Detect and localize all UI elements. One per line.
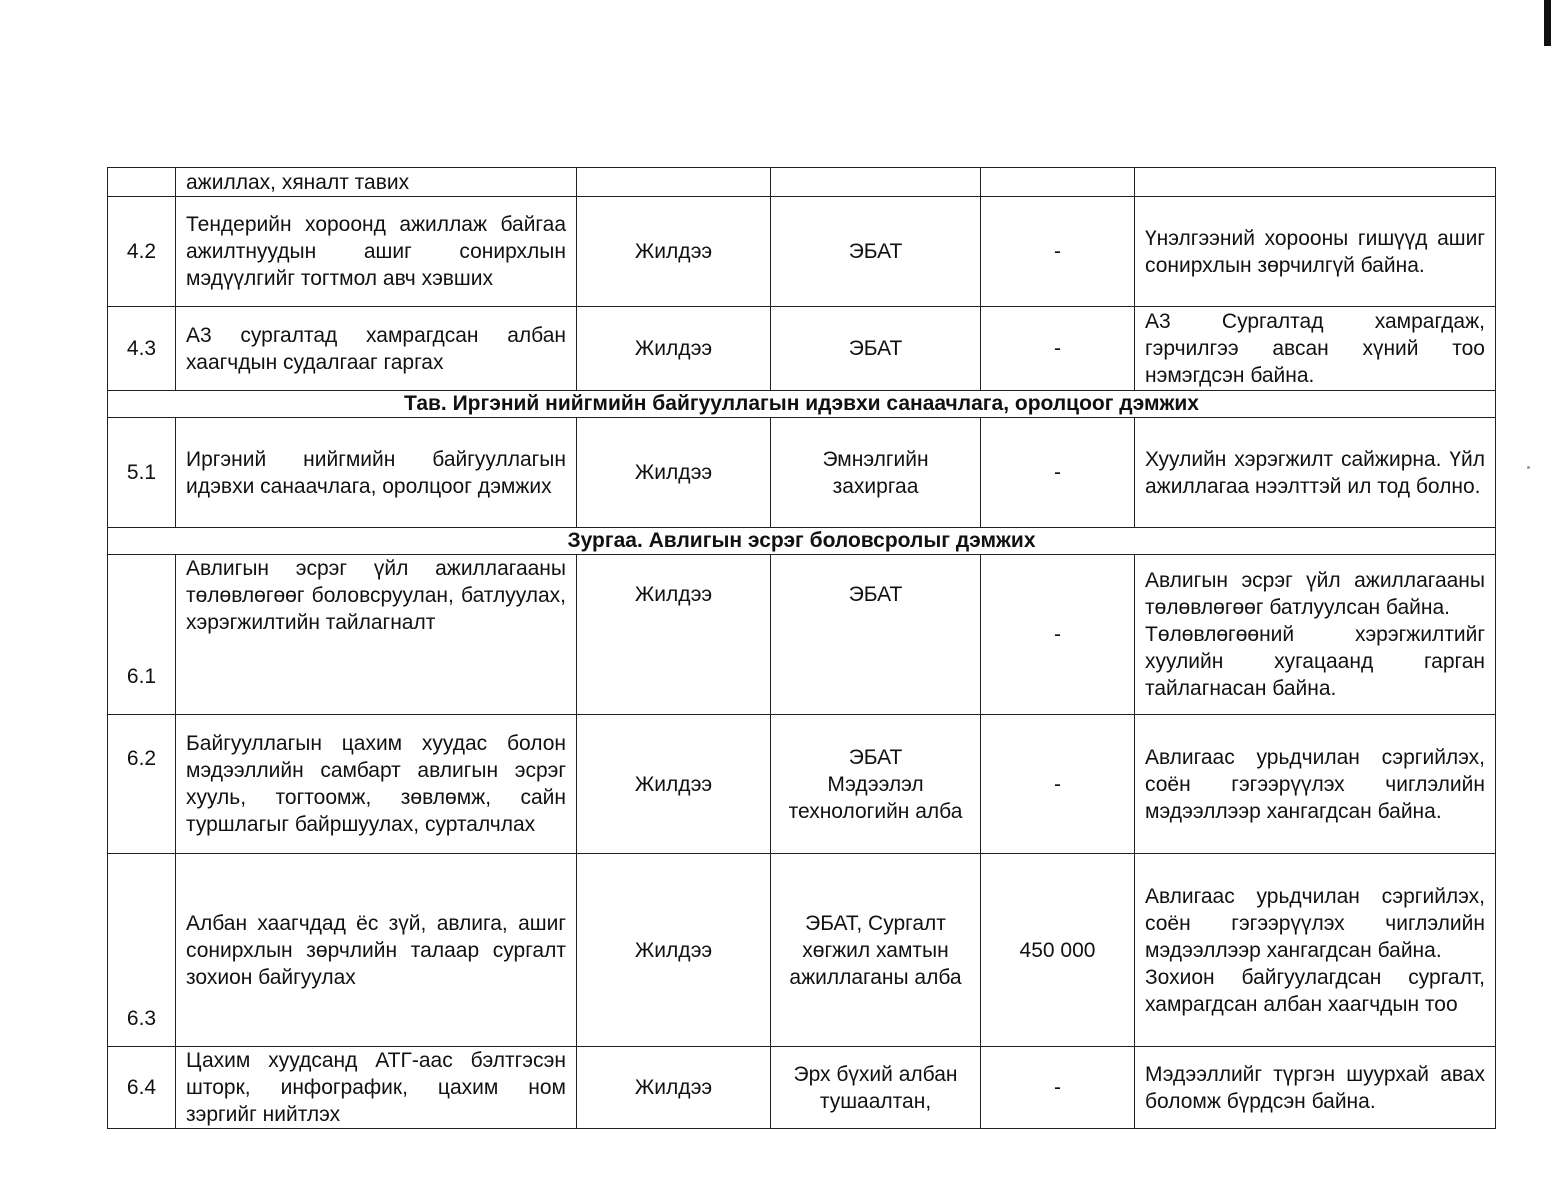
budget-cell: - [981, 418, 1135, 528]
row-number: 6.3 [108, 854, 176, 1047]
result-cell: А3 Сургалтад хамрагдаж, гэрчилгээ авсан хүний тоо нэмэгдсэн байна. [1135, 307, 1496, 391]
result-cell: Үнэлгээний хорооны гишүүд ашиг сонирхлын зөрчилгүй байна. [1135, 197, 1496, 307]
row-number [108, 168, 176, 197]
activity-cell: Цахим хуудсанд АТГ-аас бэлтгэсэн шторк, инфографик, цахим ном зэргийг нийтлэх [176, 1047, 577, 1129]
time-cell: Жилдээ [577, 854, 771, 1047]
action-plan-table [107, 167, 1496, 1129]
budget-cell: 450 000 [981, 854, 1135, 1047]
result-cell: Мэдээллийг түргэн шуурхай авах боломж бүрдсэн байна. [1135, 1047, 1496, 1129]
time-cell: Жилдээ [577, 555, 771, 715]
table-row [108, 168, 1496, 197]
result-cell: Авлигаас урьдчилан сэргийлэх, соён гэгээрүүлэх чиглэлийн мэдээллээр хангагдсан байна. [1135, 715, 1496, 854]
scan-edge-mark [1544, 0, 1551, 46]
budget-cell: - [981, 1047, 1135, 1129]
responsible-cell: ЭБАТ [771, 555, 981, 715]
time-cell: Жилдээ [577, 307, 771, 391]
time-cell: Жилдээ [577, 197, 771, 307]
section-heading: Тав. Иргэний нийгмийн байгууллагын идэвхи санаачлага, оролцоог дэмжих [108, 391, 1496, 418]
time-cell: Жилдээ [577, 715, 771, 854]
scan-speck [1527, 466, 1530, 469]
table-row [108, 1047, 1496, 1129]
responsible-line: ЭБАТ [848, 745, 903, 769]
table-row [108, 307, 1496, 391]
row-number: 4.3 [108, 307, 176, 391]
activity-cell: Иргэний нийгмийн байгууллагын идэвхи санаачлага, оролцоог дэмжих [176, 418, 577, 528]
budget-cell: - [981, 715, 1135, 854]
budget-cell: - [981, 197, 1135, 307]
responsible-cell: Эмнэлгийн захиргаа [771, 418, 981, 528]
result-cell [1135, 854, 1496, 1047]
table-row [108, 854, 1496, 1047]
section-heading-row [108, 528, 1496, 555]
activity-cell: Албан хаагчдад ёс зүй, авлига, ашиг сонирхлын зөрчлийн талаар сургалт зохион байгуулах [176, 854, 577, 1047]
budget-cell: - [981, 555, 1135, 715]
responsible-cell [771, 715, 981, 854]
time-cell [577, 168, 771, 197]
responsible-cell: Эрх бүхий албан тушаалтан, [771, 1047, 981, 1129]
activity-cell: Авлигын эсрэг үйл ажиллагааны төлөвлөгөөг боловсруулан, батлуулах, хэрэгжилтийн тайлагналт [176, 555, 577, 715]
table-row [108, 197, 1496, 307]
result-line: Авлигаас урьдчилан сэргийлэх, соён гэгээрүүлэх чиглэлийн мэдээллээр хангагдсан байна. [1145, 884, 1485, 962]
result-cell [1135, 168, 1496, 197]
budget-cell [981, 168, 1135, 197]
responsible-cell: ЭБАТ [771, 307, 981, 391]
row-number: 6.1 [108, 555, 176, 715]
row-number: 6.4 [108, 1047, 176, 1129]
row-number: 5.1 [108, 418, 176, 528]
table-row [108, 555, 1496, 715]
section-heading: Зургаа. Авлигын эсрэг боловсролыг дэмжих [108, 528, 1496, 555]
activity-cell: Байгууллагын цахим хуудас болон мэдээллийн самбарт авлигын эсрэг хууль, тогтоомж, зөвлөмж, сайн туршлагыг байршуулах, сурталчлах [176, 715, 577, 854]
result-line: Төлөвлөгөөний хэрэгжилтийг хуулийн хугацаанд гарган тайлагнасан байна. [1145, 623, 1485, 700]
responsible-cell [771, 168, 981, 197]
table-row [108, 715, 1496, 854]
responsible-cell: ЭБАТ, Сургалт хөгжил хамтын ажиллаганы алба [771, 854, 981, 1047]
responsible-cell: ЭБАТ [771, 197, 981, 307]
row-number: 4.2 [108, 197, 176, 307]
time-cell: Жилдээ [577, 1047, 771, 1129]
activity-cell: А3 сургалтад хамрагдсан албан хаагчдын судалгааг гаргах [176, 307, 577, 391]
time-cell: Жилдээ [577, 418, 771, 528]
row-number: 6.2 [108, 715, 176, 854]
result-line: Зохион байгуулагдсан сургалт, хамрагдсан албан хаагчдын тоо [1145, 965, 1485, 1016]
responsible-line: Мэдээлэл технологийн алба [788, 772, 963, 823]
activity-cell: ажиллах, хяналт тавих [176, 168, 577, 197]
section-heading-row [108, 391, 1496, 418]
activity-cell: Тендерийн хороонд ажиллаж байгаа ажилтнуудын ашиг сонирхлын мэдүүлгийг тогтмол авч хэвших [176, 197, 577, 307]
result-line: Авлигын эсрэг үйл ажиллагааны төлөвлөгөөг батлуулсан байна. [1145, 569, 1485, 619]
result-cell [1135, 555, 1496, 715]
budget-cell: - [981, 307, 1135, 391]
result-cell: Хуулийн хэрэгжилт сайжирна. Үйл ажиллагаа нээлттэй ил тод болно. [1135, 418, 1496, 528]
table-row [108, 418, 1496, 528]
